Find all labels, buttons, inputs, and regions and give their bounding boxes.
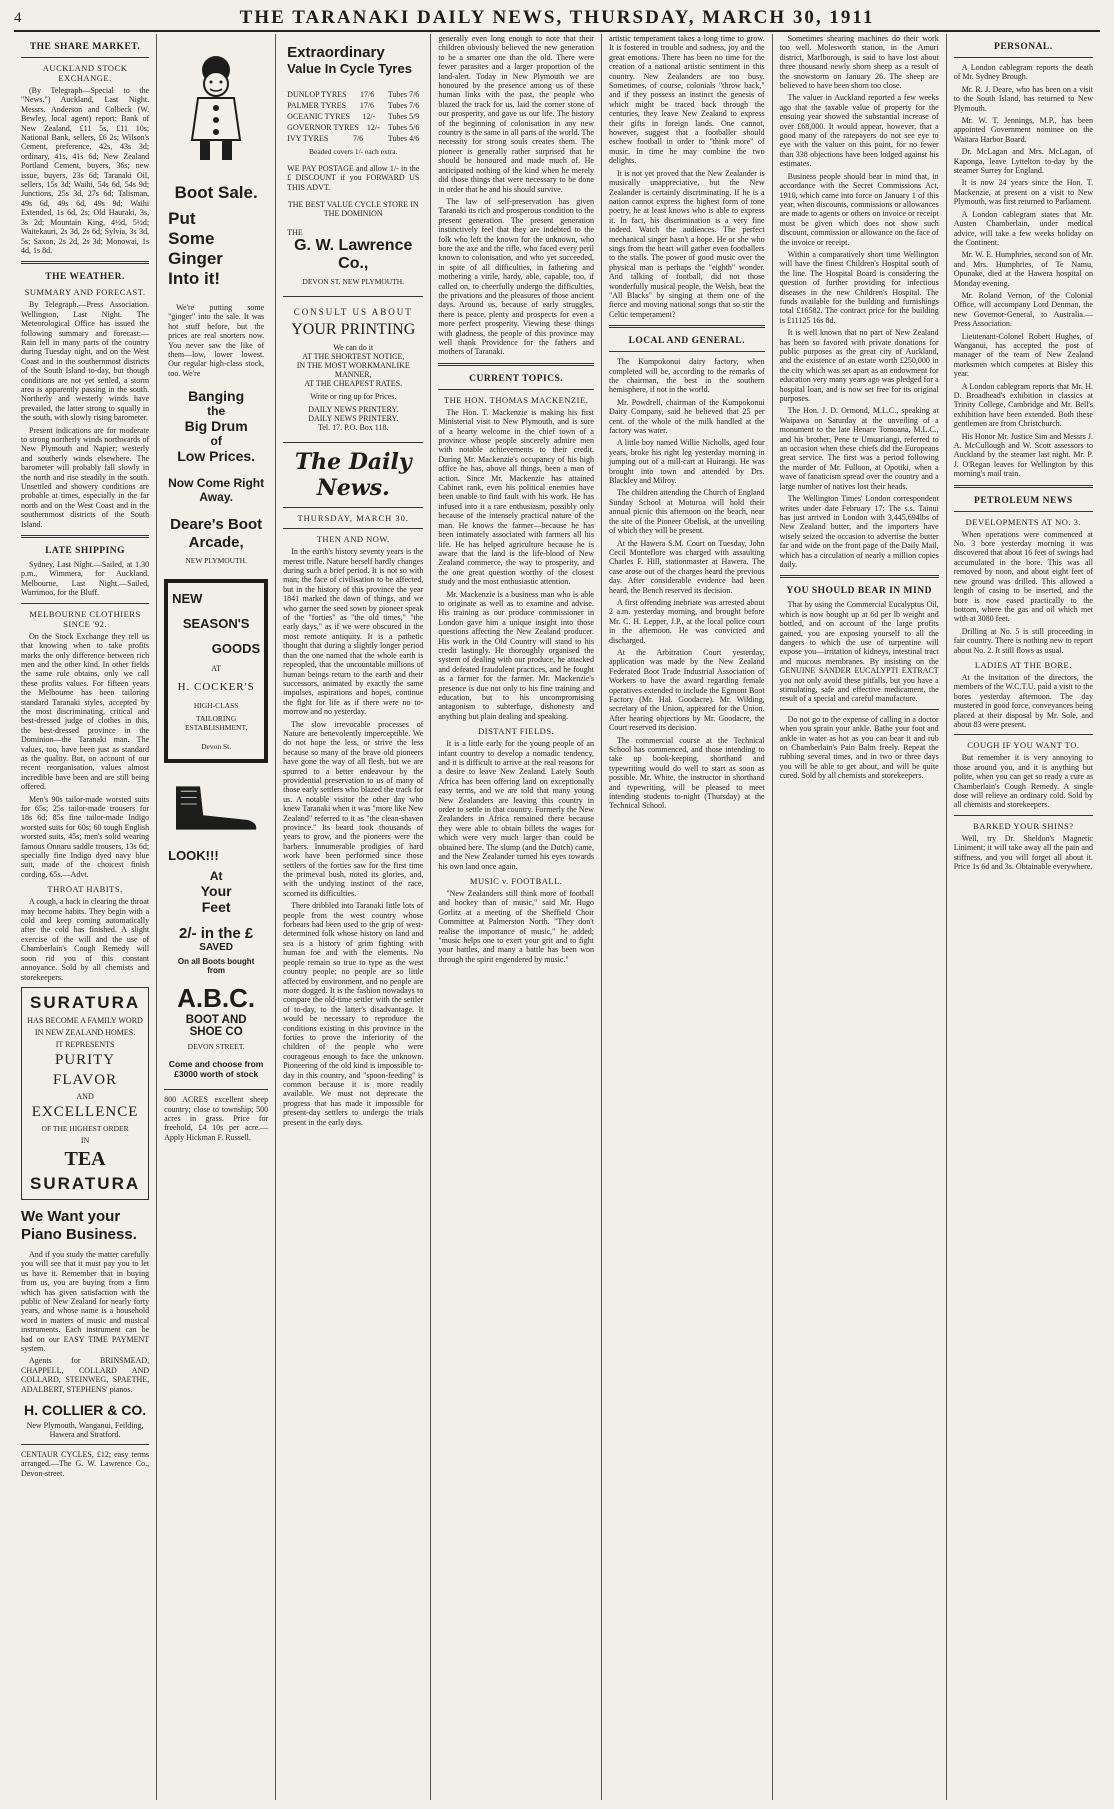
abc-your: Your [200,883,232,900]
personal-item-10: A London cablegram reports that Mr. H. D. Broadhead's exhibition in classics at Trinity College, Cambridge and Mr. Bell's exhibition have been extended. Both these gentlemen are from Christchurch. [953,381,1093,429]
tyre-row: IVY TYRES 7/6 Tubes 4/6 [287,134,420,143]
printing-line-3: IN THE MOST WORKMANLIKE MANNER, [296,361,410,380]
abc-saved: SAVED [199,942,233,954]
tyre-list [287,90,419,143]
piano-text: And if you study the matter carefully you will see that it must pay you to let us have it. Remember that in buying from us, you are buying from a firm which has given satisfaction with the public of New Zealand for nearly forty years, and whose name is a household word in matters of music and musical instruments. Each instrument can be had on our EASY TIME PAYMENT system. [21,1249,150,1353]
piano-agents: Agents for BRINSMEAD, CHAPPELL, COLLARD AND COLLARD, STEINWEG, SPAETHE, ADALBERT, STEPHENS' pianos. [21,1356,150,1394]
deare-address: NEW PLYMOUTH. [185,556,247,566]
weather-forecast: Present indications are for moderate to strong northerly winds northwards of New Plymouth and Napier; westerly and southerly winds elsewhere. The barometer will probably fall slowly in the north and rise steadily in the south. Unsettled and showery conditions are probable at times, especially in the far north and on the West Coast and in the southernmost districts of the South Island. [21,425,150,529]
mackenzie-para-2: Mr. Mackenzie is a business man who is able to originate as well as to examine and advise. His training as our produce commissioner in London gave him a unique insight into those questions affecting the New Zealand producer. His work in the Old Country will stand to his credit lastingly. He thoroughly organised the system of dealing with our produce, he attacked and defeated fraudulent practices, and he fought as a farmer for the farmer. Mr. Mackenzie's presence is due not only to his fine training and education, but to his uncompromising antagonism to subterfuge, dishonesty and anything but plain dealing and speaking. [438,589,594,721]
tyre-row: OCEANIC TYRES 12/- Tubes 5/9 [287,112,420,121]
general-item-4: Within a comparatively short time Wellington will have the finest Children's Hospital south of the line. The Hospital Board is considering the question of further providing for infectious diseases in the new Children's Hospital. The funds available for the building and furnishings total £16582. The contract price for the building is £11125 16s 8d. [779,249,939,325]
general-item-1: Sometimes shearing machines do their work too well. Molesworth station, in the Amuri district, Marlborough, is said to have lost about three thousand newly shorn sheep as a result of the snowstorm on January 26. The sheep are believed to have been shorn too close. [779,34,939,91]
boot-some: Some [168,229,215,248]
suratura-excellence: EXCELLENCE [31,1103,139,1120]
local-item-1: The Kumpokonui dairy factory, when completed will be, according to the remarks of the chairman, the best in the southern hemisphere, if not in the world. [608,357,765,395]
printing-ad [283,302,423,437]
throat-text: A cough, a hack in clearing the throat may become habits. They begin with a cold and keep coming automatically after the cold has finished. A slight exercise of the will and the use of Chamberlain's Cough Remedy will soon rid you of this constant annoyance. Sold by all chemists and storekeepers. [21,897,150,982]
masthead-title: THE TARANAKI DAILY NEWS, THURSDAY, MARCH 30, 1911 [239,7,875,28]
lawrence-name: G. W. Lawrence Co., [294,237,413,273]
printing-heading: YOUR PRINTING [291,321,416,339]
collier-address: New Plymouth, Wanganui, Feilding, Hawera and Stratford. [26,1421,144,1439]
clothiers-text: On the Stock Exchange they tell us that knowing when to take profits marks the only difference between rich men and the other kind. In other fields the same rule obtains, only we call these profits values. For fifteen years the Melbourne has been tailoring standard Taranaki styles, accepted by the most discriminating, critical and best-dressed judge of clothes in this, the best-dressed province in the Dominion—the Taranaki man. The values, too, have been just as standard as the quality. But, on account of our recent reorganisation, values almost incredible have been and are still being offered. [21,631,150,792]
cocker-ad [164,579,268,763]
tyre-store: THE BEST VALUE CYCLE STORE IN THE DOMINION [287,200,419,219]
general-item-5: It is well known that no part of New Zealand has been so favored with private donations for public purposes as the great city of Auckland, and the existence of an estate worth £250,000 in the city which was set apart as an endowment for education very many years ago was pledged for a hospital loan, and is now set free for its original purposes. [779,328,939,404]
local-item-8: The commercial course at the Technical School has commenced, and those intending to take up book-keeping, shorthand and typewriting would do well to start as soon as possible. Mr. White, the instructor in shorthand and typewriting, will be pleased to meet intending students to-night (Thursday) at the Technical School. [608,735,765,811]
personal-item-9: Lieutenant-Colonel Robert Hughes, of Wanganui, has accepted the post of manager of the team of New Zealand marksmen which competes at Bisley this year. [953,331,1093,379]
music-para-1: artistic temperament takes a long time to grow. It is fostered in trouble and sadness, joy and the great emotions. There has been no time for the creation of a national artistic sentiment in this country. New Zealanders are too busy. Sometimes, of course, colonials "throw back," and if they possess an instinct the genesis of which might be traced back through the centuries, they leave New Zealand to express their gifts in foreign lands. One cannot, however, suggest that a footballer should eschew football in order to "think more" of music. In time he may combine the two delights. [608,34,765,166]
share-report: (By Telegraph—Special to the "News.") Auckland, Last Night. Messrs. Anderson and Colbeck (W. Bewley, local agent) report: Bank of New Zealand, £11 5s, £11 10s; National Bank, sellers, £6 2s; Wilson's Cement, preference, 42s, 43s 3d; ordinary, 41s, 41s 6d; New Zealand Portland Cement, buyers, 36s; new issue, buyers, 23s 6d; Taranaki Oil, sellers, 15s 3d; Waihi, 54s 6d, 54s 9d; Junctions, 25s 3d, 27s 6d; Talisman, 49s 6d, 49s 6d, 49s 9d; Waihi Extended, 1s 6d, 2s; Old Hauraki, 3s, 3s 2d; Mountain King, 4½d, 5½d; Waitekauri, 2s 3d, 2s 6d; Sylvia, 3s 3d, 5s; Saxon, 2s 2d, 2s 3d; Monowai, 1s 4d, 1s 8d. [21,86,150,255]
personal-item-4: Dr. McLagan and Mrs. McLagan, of Kaponga, leave Lyttelton to-day by the steamer Surrey for England. [953,147,1093,176]
boot-sale-ad [164,39,268,574]
mackenzie-subhead: THE HON. THOMAS MACKENZIE. [443,394,589,405]
printing-line-2: AT THE SHORTEST NOTICE, [302,352,405,362]
column-3 [276,34,431,1800]
cocker-goods: GOODS [211,641,261,657]
petroleum-text-2: Drilling at No. 5 is still proceeding in fair country. There is nothing new to report about No. 2. It still flows as usual. [953,626,1093,655]
suratura-line-2: IN NEW ZEALAND HOMES. [34,1027,136,1037]
newspaper-page [14,34,1100,1800]
boot-illustration [168,773,264,843]
tyre-heading-1: Extraordinary [287,44,385,61]
land-notice: 800 ACRES excellent sheep country; close to township; 500 acres in grass. Price for freehold, £4 10s per acre.—Apply Hickman F. Russell. [164,1095,269,1142]
bear-in-mind-heading: YOU SHOULD BEAR IN MIND [786,586,932,597]
suratura-brand-2: SURATURA [30,1173,141,1193]
abc-company: BOOT AND SHOE CO [185,1014,247,1039]
cocker-high-class: HIGH-CLASS [193,701,239,711]
boot-ginger: Ginger [168,249,223,268]
distant-fields-subhead: DISTANT FIELDS. [478,726,555,737]
current-topics-heading: CURRENT TOPICS. [469,373,564,384]
share-market-heading: THE SHARE MARKET. [29,42,141,52]
cocker-address: Devon St. [201,742,232,752]
suratura-tea: TEA [64,1147,106,1170]
centaur-notice: CENTAUR CYCLES, £12; easy terms arranged.—The G. W. Lawrence Co., Devon-street. [21,1450,150,1478]
editorial-date: THURSDAY, MARCH 30. [297,513,410,524]
abc-boot-ad [164,768,268,1084]
abc-on-all: On all Boots bought from [177,957,255,976]
editorial-para-2: The slow irrevocable processes of Nature are benevolently imperceptible. We do not hope the less, or strive the less because so many of the brave old pioneers have gone the way of all flesh, but we are spurred to a better endeavour by the providential preservation to us of many of those early settlers who blazed the track for us. A notable visitor the other day who knew Taranaki when it was "more like New Zealand" referred to it as "the clean-shaven province." Its beard took thousands of years to grow, and the pioneers were the barbers. Innumerable prodigies of hard work have been performed since those settlers of the forties saw for the first time the primeval bush, noted its glories, and, with the undying instinct of the race, scorned its difficulties. [283,719,424,898]
big-drum: Big Drum [184,418,248,435]
suratura-brand: SURATURA [30,992,141,1012]
local-item-6: A first offending inebriate was arrested about 2 a.m. yesterday morning, and brought before Mr. C. H. Lepper, J.P., at the local police court in the afternoon. He was convicted and discharged. [608,597,765,645]
barked-subhead: BARKED YOUR SHINS? [973,820,1074,831]
local-item-2: Mr. Powdrell, chairman of the Kumpokonui Dairy Company, said he believed that 25 per cent. of the whole of the milk handled at the factory was water. [608,397,765,436]
music-para-2: It is not yet proved that the New Zealander is musically unappreciative, but the New Zealander is certainly discriminating. If he is a nation cannot express the highest form of tone poetry, he at least knows who is able to express it. In fact, his discrimination is a very fine indeed. Watch the audiences. The perfect mechanical singer hasn't a hope. He or she who sings from the heart will gather even footballers to the stalls. The power of good music over the physical man is perhaps the "eighth" wonder. And talking of football, did not those wonderfully musical people, the Welsh, beat the "All Blacks" by singing at them one of the fierce and moving national songs that so stir the Celtic temperament? [608,168,765,319]
printing-line-1: We can do it [333,343,374,353]
boot-sale-heading: Boot Sale. [174,183,258,202]
suratura-and: AND [76,1091,94,1101]
mackenzie-para-1: The Hon. T. Mackenzie is making his first Ministerial visit to New Plymouth, and is sure of a hearty welcome in the chief town of a province whose people sincerely admire men with notable achievements to their credit. During Mr. Mackenzie's occupancy of his high office he has, above all things, been a man of action. Since Mr. Mackenzie has attained Cabinet rank, even his political enemies have been unable to find fault with his work. He has infused into it a rare enthusiasm, possibly only because of the intensely practical nature of the man. He knows the farmer—because he has been intimately associated with farmers all his life. He has helped agriculture because he is aware that the land is the life-blood of New Zealand commerce, the way to prosperity, and the one great question worthy of the closest study and the most enthusiastic attention. [438,407,594,587]
music-football-subhead: MUSIC v. FOOTBALL. [469,875,563,886]
newspaper-logo: The Daily News. [294,449,412,502]
personal-item-3: Mr. W. T. Jennings, M.P., has been appointed Government nominee on the Waitara Harbor Board. [953,116,1093,144]
suratura-ad [21,987,149,1200]
personal-item-6: A London cablegram states that Mr. Austen Chamberlain, under medical advice, will take a few weeks holiday on the Continent. [953,209,1093,247]
cocker-tailoring: TAILORING ESTABLISHMENT, [184,714,248,733]
cough-text: But remember it is very annoying to those around you, and it is anything but polite, when you can get so ready a cure as Chamberlain's Cough Remedy. A single dose will relieve an ordinary cold. Sold by all chemists and storekeepers. [953,753,1093,810]
boot-put: Put [168,209,196,228]
ladies-text: At the invitation of the directors, the members of the W.C.T.U. paid a visit to the bores yesterday afternoon. The day mustered in good force, conveyances being placed at their disposal by Mr. Sole, and about 83 were present. [953,672,1093,729]
suratura-line-3: IT REPRESENTS [55,1039,115,1049]
cocker-season: SEASON'S [182,616,250,632]
personal-item-7: Mr. W. E. Humphries, second son of Mr. and Mrs. Humphries, of Te Namu, Opunake, died at the Hawera hospital on Monday evening. [953,250,1093,288]
boot-sale-text: We're putting some "ginger" into the sale. It was hot stuff before, but the prices are real snorters now. You never saw the like of them—low, lower lowest. Our regular high-class stock, too. We're [168,303,265,378]
suratura-purity: PURITY [54,1051,116,1068]
local-item-4: The children attending the Church of England Sunday School at Moturoa will hold their annual picnic this afternoon on the beach, near the site of the Pioneer Obelisk, at the unveiling of which they will be present. [608,488,765,536]
pain-balm-ad: Do not go to the expense of calling in a doctor when you sprain your ankle. Bathe your foot and ankle in water as hot as you can bear it and rub on Chamberlain's Pain Balm freely. Repeat the rubbing several times, and in two or three days you will be able to get about, and will be quite cured. Sold by all chemists and storekeepers. [779,714,939,781]
printing-line-8: Tel. 17. P.O. Box 118. [318,423,389,433]
abc-look: LOOK!!! [168,848,219,864]
abc-stock: Come and choose from £3000 worth of stock [168,1059,264,1080]
abc-brand: A.B.C. [177,983,256,1014]
personal-heading: PERSONAL. [994,42,1053,52]
weather-summary: By Telegraph.—Press Association. Wellington, Last Night. The Meteorological Office has issued the following summary and forecast:— Rain fell in many parts of the country during Tuesday night, and on the West Coast and in the southernmost districts of the South Island to-day, but though conditions are not yet settled, a storm area is apparently passing in the south. Northerly and westerly winds have prevailed, the latter strong to squally in the south, with slowly rising barometer. [21,300,150,423]
editorial-para-4: generally even long enough to note that their children obviously believed the new generation to be a smarter one than the old. There were fewer parasites and a larger proportion of the land-alert. Today in New Plymouth we are honoured by the presence among us of these human links with the past, the people who blazed the track for us, laid the corner stone of our prosperity, and gave us our life. The history of the beginning of colonisation in any new country is the same in all parts of the world. The necessity for strong souls creates them. The pioneer is generally rather surprised that he should be honoured and made much of. He anticipated nothing of the kind when he merely did those things that were necessary to be done in order that he and his should survive. [438,34,594,194]
banging: Banging [188,388,245,405]
column-2 [157,34,276,1800]
tyre-row: PALMER TYRES 17/6 Tubes 7/6 [287,101,420,110]
personal-item-2: Mr. R. J. Deare, who has been on a visit to the South Island, has returned to New Plymouth. [953,84,1093,113]
lawrence-the: THE [287,228,303,238]
editorial-heading: THEN AND NOW. [316,534,390,545]
column-1 [14,34,157,1800]
printing-line-7: DAILY NEWS PRINTERY. [308,414,399,424]
cough-subhead: COUGH IF YOU WANT TO. [967,740,1080,751]
editorial-para-1: In the earth's history seventy years is the merest trifle. Nature herself hardly changes during such a brief period. It is not so with man; the face of civilisation to be affected, but in the history of this province the year 1841 marked the dawn of things, and we who garner the seed sown by pioneer speak of the "forties" as "the old times," "the early days," as if we were obscured in the most remote antiquity. It is a pathetic thought that during a slightly longer period than the one named that the whole earth is repeopled, that the uncountable millions of human beings return to the earth and their successors, animated by exactly the same impulses, aspirations and hopes, continue the fight for life as if there were no to-morrow and no yesterday. [283,547,424,717]
general-item-7: The Wellington Times' London correspondent writes under date February 17: The s.s. Tainui has just arrived in London with 3,445,694lbs of New Zealand butter, and the importers have wisely seized the occasion to advertise the butter far and wide on the front page of the Daily Mail, which has a circulation of nearly a million copies daily. [779,494,939,569]
personal-item-5: It is now 24 years since the Hon. T. Mackenzie, at present on a visit to New Plymouth, was first returned to Parliament. [953,178,1093,207]
weather-subhead: SUMMARY AND FORECAST. [24,287,146,298]
barked-text: Well, try Dr. Sheldon's Magnetic Liniment; it will take away all the pain and stiffness, and you will forget all about it. Price 1s 6d and 3s. Obtainable everywhere. [953,833,1093,872]
personal-item-8: Mr. Roland Vernon, of the Colonial Office, will accompany Lord Denman, the new Governor-General, to Australia.—Press Association. [953,290,1093,329]
banging-of: of [210,434,222,449]
general-item-6: The Hon. J. D. Ormond, M.L.C., speaking at Waipawa on Saturday at the unveiling of a monument to the late Henare Tomoana, M.L.C., and his brother, Pene te Umuariangi, referred to an occasion when these chiefs did the Europeans great service. The first was a period following the murder of Mr. Fulloon, at Opotiki, when a wave of fanaticism spread over the country and a large number of natives lost their heads. [779,406,939,491]
weather-heading: THE WEATHER. [45,272,125,283]
tyre-postage: WE PAY POSTAGE and allow 1/- in the £ DISCOUNT if you FORWARD US THIS ADVT. [287,164,420,192]
petroleum-text-1: When operations were commenced at No. 3 bore yesterday morning it was discovered that about 16 feet of swings had accumulated in the bore. This was all removed by noon, and about eight feet of new ground was drilled. This allowed a length of casing to be inserted, and the bore is now eased practically to the bottom, where the gas and oil which met with at 3080 feet. [953,529,1093,624]
abc-address: DEVON STREET. [187,1042,245,1052]
personal-item-11: His Honor Mr. Justice Sim and Messrs J. A. McCullough and W. Scott assessors to Auckland by the steamer last night. Mr. P. J. O'Regan leaves for Wellington by this morning's mail train. [953,431,1093,479]
tyre-ad [283,39,423,291]
come-right-away: Now Come Right Away. [168,476,265,505]
suratura-in: IN [80,1135,90,1145]
shipping-report: Sydney, Last Night.—Sailed, at 1.30 p.m., Wimmera, for Auckland. Melbourne, Last Night.—Sailed, Warrimoo, for the Bluff. [21,560,150,598]
local-item-3: A little boy named Willie Nicholls, aged four years, broke his right leg yesterday morning in jumping out of a mill-cart at Huirangi. He was brought into town and attended by Drs. Blackley and Milroy. [608,438,765,486]
page-number: 4 [14,9,22,26]
column-6 [773,34,947,1800]
shipping-heading: LATE SHIPPING [45,546,126,557]
suratura-line-1: HAS BECOME A FAMILY WORD [27,1015,143,1025]
collier-firm: H. COLLIER & CO. [24,1402,147,1418]
boot-into-it: Into it! [168,269,221,288]
printing-line-5: Write or ring up for Prices. [310,392,397,402]
column-7 [947,34,1100,1800]
printing-line-6: DAILY NEWS PRINTERY. [308,405,399,415]
column-4 [431,34,602,1800]
general-item-2: The valuer in Auckland reported a few weeks ago that the taxable value of property for the ensuing year showed the substantial increase of over £68,000. It would appear, however, that a good many of the ratepayers do not see eye to eye with the valuer on this point, for no fewer than 338 objections have been lodged against his estimates. [779,93,939,169]
distant-fields-text: It is a little early for the young people of an infant country to develop a nomadic tendency, and it is difficult to arrive at the real reasons for a desire to leave New Zealand. Lately South Africa has been offering land on exceptionally easy terms, and we are told that many young New Zealanders are leaving this country in order to settle in that country. Formerly the New Zealanders in Africa remained there because they were able to obtain billets the wages for which were very much larger than could be obtained here. The slump (and the Dutch) came, and the New Zealander turned his eyes towards his own land once again. [438,739,594,871]
piano-heading: We Want your Piano Business. [21,1207,137,1243]
cocker-new: NEW [172,591,203,607]
tyre-note: Beaded covers 1/- each extra. [309,147,398,156]
petroleum-subhead: DEVELOPMENTS AT NO. 3. [965,516,1082,527]
throat-subhead: THROAT HABITS. [47,884,123,895]
editorial-para-3: There dribbled into Taranaki little lots of people from the west country whose forbears had been used to the grip of west-determined folk whose history on land and sea is a history of grim fighting with human foe and with the elements. No people remain so true to type as the west country people; no people are so little affected by environment, and no people are more dogged. It is the fashion nowadays to compare the old-time settler with the settler of to-day, to the latter's disadvantage. It would be necessary to reproduce the conditions existing in this province in the forties to prove the inferiority of the children of the people who were courageous enough to face the unknown. Pioneering of the old kind is impossible to-day in this country, and "spoon-feeding" is common because it is more readily available. We must not deprecate the progress that has made it impossible for present-day settlers to undergo the trials present in the early days. [283,901,424,1127]
column-5 [602,34,773,1800]
suratura-line-8: OF THE HIGHEST ORDER [41,1123,129,1133]
printing-line-4: AT THE CHEAPEST RATES. [304,379,403,389]
cocker-name: H. COCKER'S [177,681,255,694]
local-item-5: At the Hawera S.M. Court on Tuesday, John Cecil Monteflore was charged with assaulting Charles F. Hill, stationmaster at Hawera. The case arose out of the charges heard the previous day. After considerable evidence had been heard, the Bench reserved its decision. [608,538,765,595]
editorial-para-5: The law of self-preservation has given Taranaki its rich and prosperous condition to the present generation. The present generation instinctively feel that they are indebted to the folk who left the known for the unknown, who bore the axe and the rifle, who faced every peril known to colonisation, and who yet succeeded, in spite of all difficulties, in fathering and mothering a virile, hardy, able, capable, too, if called on, to cheerfully undergo the difficulties, the privations and the pleasures of those ancient days. Around us, because of early struggles, there is peace, plenty and prospects for even a more perfect prosperity. Viewing these things with gladness, the people of this province may well thank Providence for the fathers and mothers of Taranaki. [438,196,594,357]
personal-item-1: A London cablegram reports the death of Mr. Sydney Brough. [953,63,1093,82]
music-football-text: "New Zealanders still think more of football and hockey than of music," said Mr. Hugo Gorlitz at a meeting of the Sheffield Choir Committee at Palmerston North. "They don't realise the importance of music," he added; "music helps one to exert your grit and to fight your battles, and many a battle has been won through the spirit engendered by music." [438,888,594,964]
local-item-7: At the Arbitration Court yesterday, application was made by the New Zealand Federated Boot Trade Industrial Association of Workers to have the award regarding female operatives extended to include the Egmont Boot Factory (Mr. Hal. Goodacre). Mr. Wilding, secretary of the Union, appeared for the Union. After hearing objections by Mr. Goodacre, the Court reserved its decision. [608,647,765,733]
clothiers-prices: Men's 90s tailor-made worsted suits for 65s; 25s tailor-made trousers for 18s 6d; 85s fine tailor-made Indigo worsted suits for 60s; 60 tough English worsted suits, 45s; men's solid wearing famous Onnaru saddle trousers, 13s 6d; specially fine Indigo dyed navy blue suit, made of the choicest finish cording, 65s.—Advt. [21,794,150,879]
abc-saving: 2/- in the £ [179,925,254,943]
local-general-heading: LOCAL AND GENERAL. [628,336,745,347]
banging-the: the [207,404,226,419]
printing-consult: CONSULT US ABOUT [293,307,413,318]
eucalyptus-ad: That by using the Commercial Eucalyptus Oil, which is now bought up at 6d per lb weight and bottled, and on account of the large profits gained, you are exposing yourself to all the dangers to which the use of turpentine will expose you—irritation of kidneys, intestinal tract and mucous membranes. By insisting on the GENUINE SANDER EUCALYPTI EXTRACT you not only avoid these pitfalls, but you have a stimulating, safe and effective medicament, the result of a special and careful manufacture. [779,600,939,704]
stock-exchange-subhead: AUCKLAND STOCK EXCHANGE. [42,63,128,83]
abc-at: At [209,869,223,884]
general-item-3: Business people should bear in mind that, in accordance with the Secret Commissions Act, 1910, which came into force on January 1 of this year, when discounts, commissions or allowances are made to agents or others on invoice or receipt must be given which does not show such discount, commission or allowance on the face of the invoice or receipt. [779,171,939,247]
clothiers-subhead: MELBOURNE CLOTHIERS SINCE '92. [29,608,141,629]
clown-illustration [176,48,256,168]
tyre-heading-2: Value In Cycle Tyres [287,61,412,76]
ladies-subhead: LADIES AT THE BORE. [974,659,1072,670]
abc-feet: Feet [201,899,231,916]
low-prices: Low Prices. [177,448,256,465]
tyre-row: GOVERNOR TYRES 12/- Tubes 5/6 [287,123,420,132]
lawrence-address: DEVON ST. NEW PLYMOUTH. [302,277,405,287]
tyre-row: DUNLOP TYRES 17/6 Tubes 7/6 [287,90,420,99]
masthead [14,6,1100,32]
petroleum-heading: PETROLEUM NEWS [974,495,1073,506]
deare-store: Deare's Boot Arcade, [170,516,263,552]
cocker-at: AT [211,664,222,674]
suratura-flavor: FLAVOR [53,1071,118,1088]
